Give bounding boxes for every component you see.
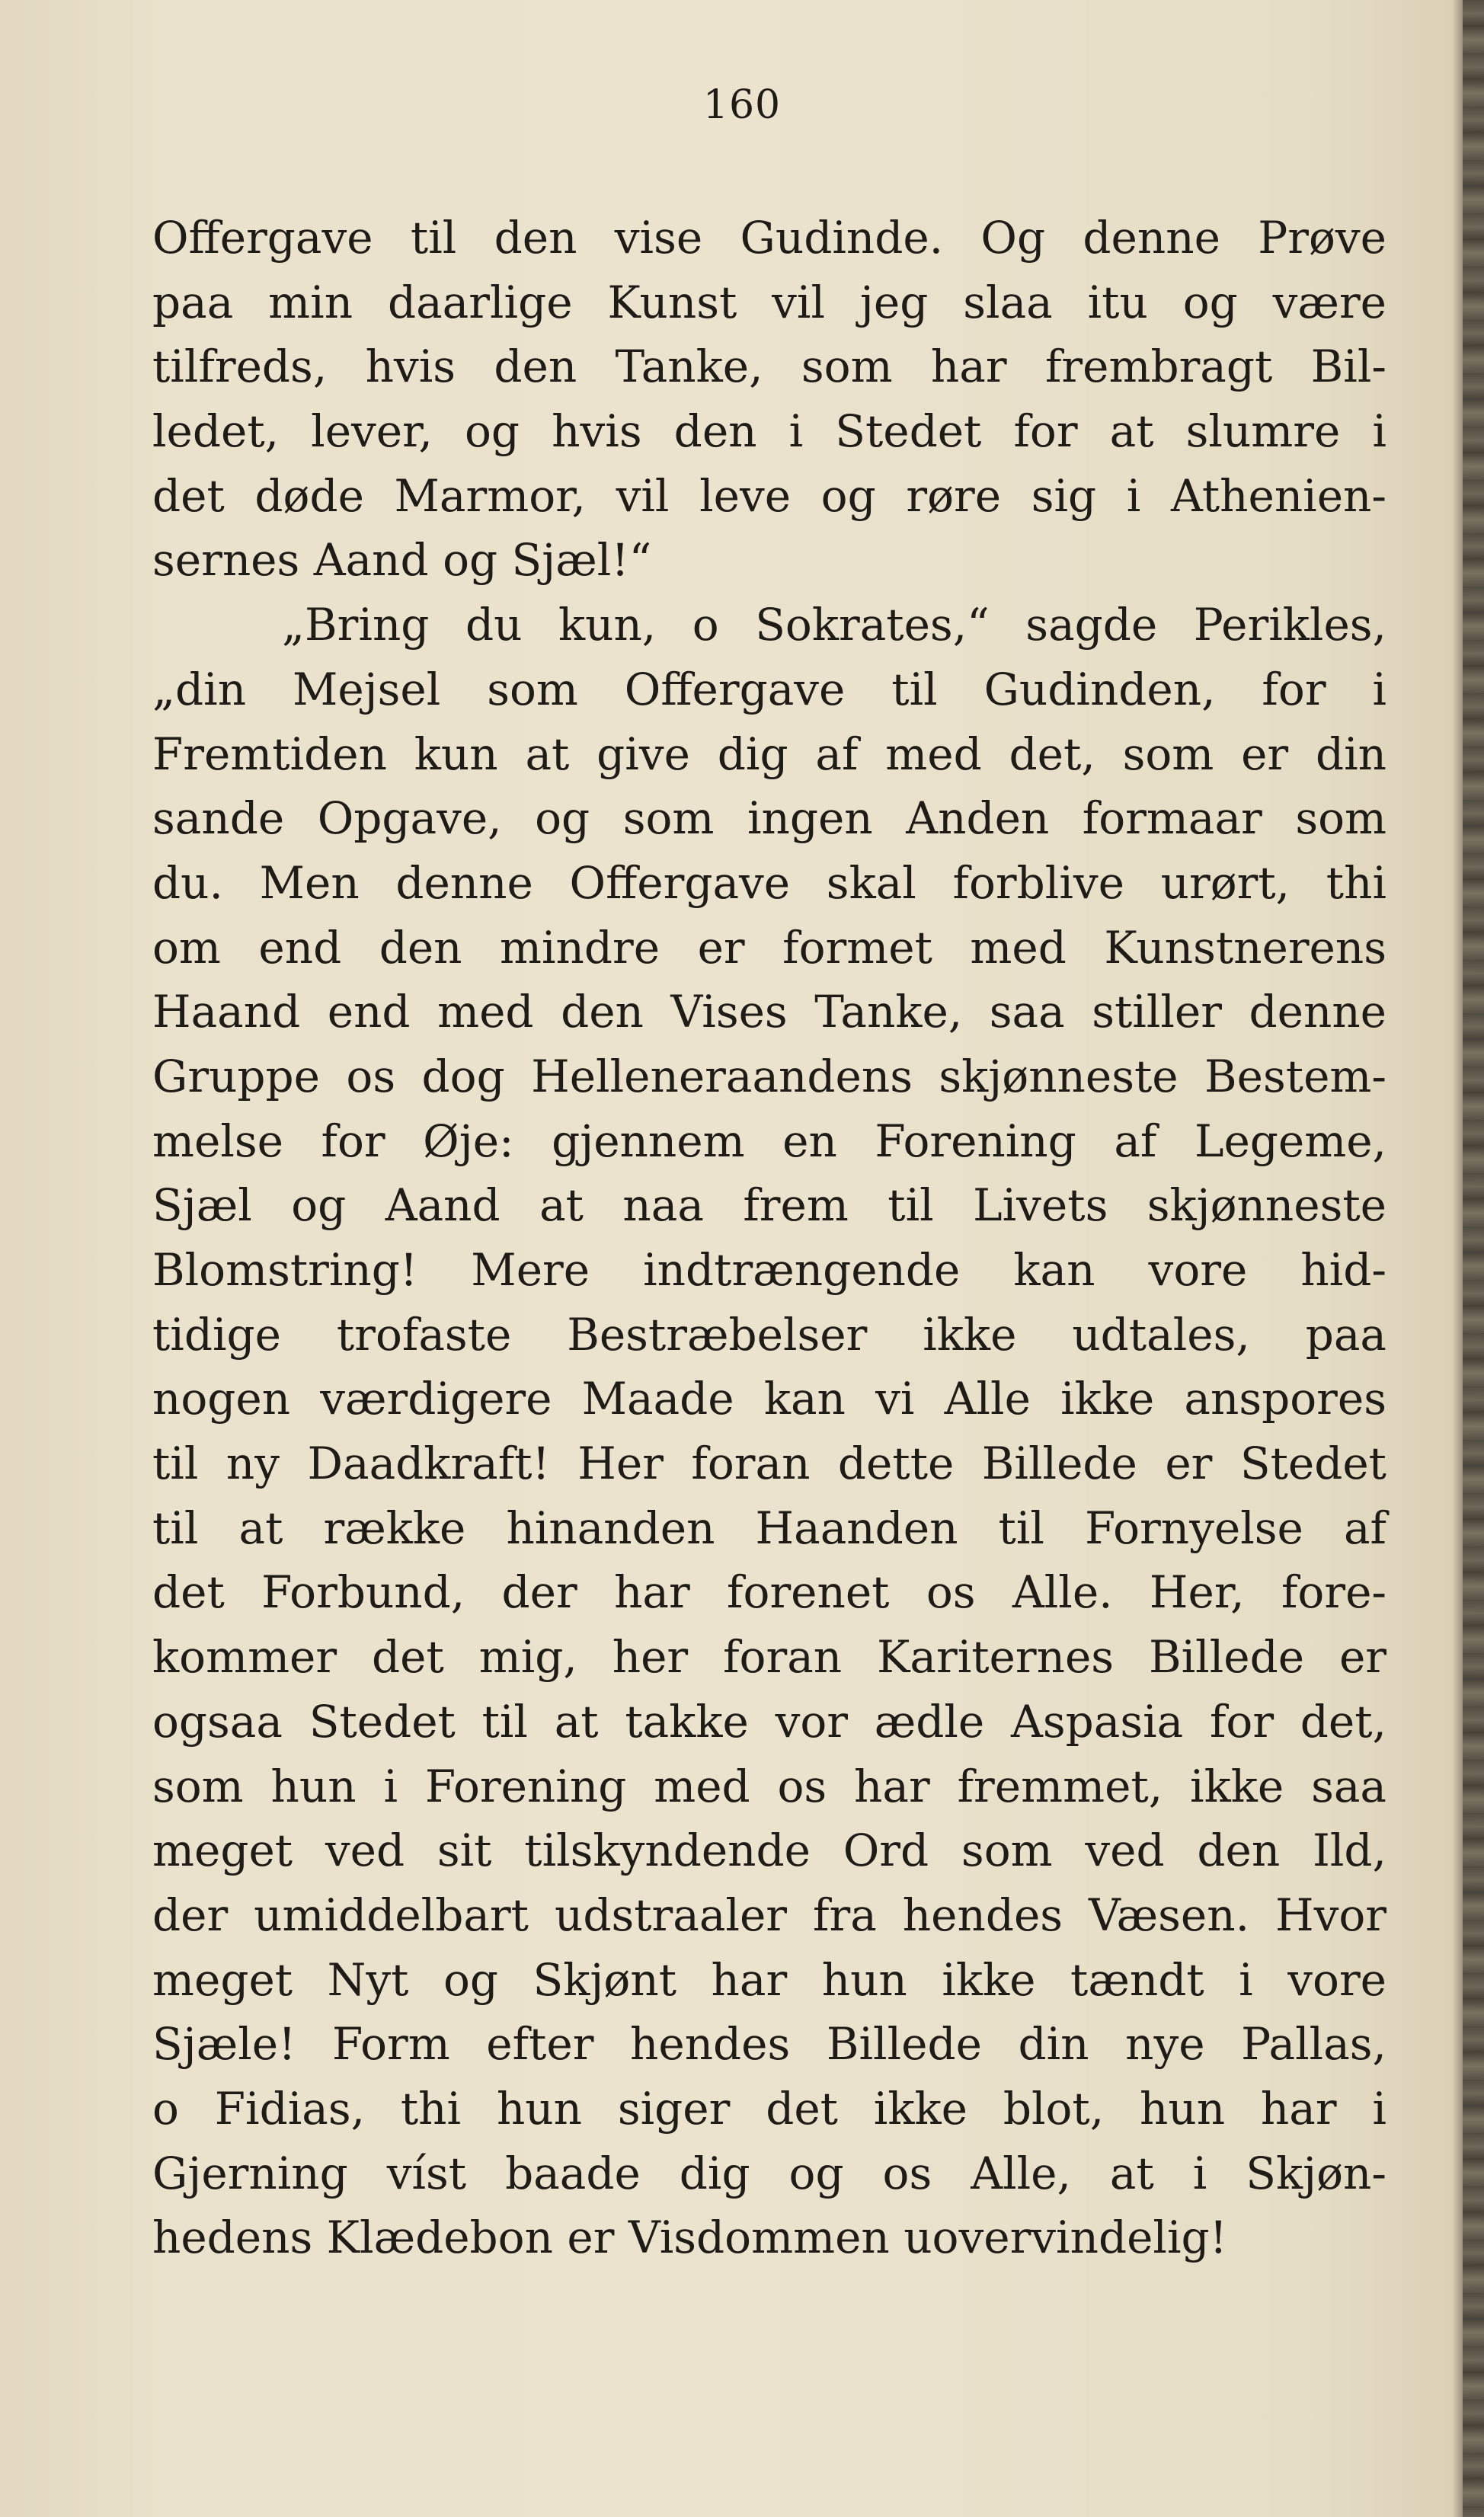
text-line: der umiddelbart udstraaler fra hendes Væsen. Hvor [152, 1889, 1386, 1941]
text-line: som hun i Forening med os har fremmet, ikke saa [152, 1760, 1386, 1812]
text-line: tilfreds, hvis den Tanke, som har frembragt Bil- [152, 341, 1386, 393]
text-line: Sjæle! Form efter hendes Billede din nye Pallas, [152, 2018, 1386, 2071]
text-line: du. Men denne Offergave skal forblive urørt, thi [152, 856, 1386, 909]
text-line: tidige trofaste Bestræbelser ikke udtales, paa [152, 1308, 1386, 1361]
text-line: meget ved sit tilskyndende Ord som ved den Ild, [152, 1825, 1386, 1877]
text-line: o Fidias, thi hun siger det ikke blot, hun har i [152, 2082, 1386, 2135]
text-line: det døde Marmor, vil leve og røre sig i Athenien- [152, 469, 1386, 522]
text-line: sernes Aand og Sjæl!“ [152, 534, 652, 587]
text-line: Blomstring! Mere indtrængende kan vore hid- [152, 1244, 1386, 1296]
page-edge-shadow [1452, 0, 1463, 2517]
text-line: melse for Øje: gjennem en Forening af Legeme, [152, 1115, 1386, 1167]
text-line: paa min daarlige Kunst vil jeg slaa itu og være [152, 276, 1386, 328]
text-line: „Bring du kun, o Sokrates,“ sagde Perikles, [282, 599, 1386, 651]
text-line: Offergave til den vise Gudinde. Og denne Prøve [152, 212, 1386, 264]
text-line: kommer det mig, her foran Kariternes Billede er [152, 1631, 1386, 1684]
text-line: ledet, lever, og hvis den i Stedet for at slumre i [152, 405, 1386, 458]
page-edge [1463, 0, 1484, 2517]
text-line: til ny Daadkraft! Her foran dette Billede er Stedet [152, 1438, 1386, 1490]
text-line: om end den mindre er formet med Kunstnerens [152, 921, 1386, 974]
text-line: Haand end med den Vises Tanke, saa stiller denne [152, 986, 1386, 1038]
text-line: til at række hinanden Haanden til Fornyelse af [152, 1502, 1386, 1554]
text-line: Gruppe os dog Helleneraandens skjønneste Bestem- [152, 1050, 1386, 1102]
text-line: hedens Klædebon er Visdommen uovervindelig! [152, 2212, 1227, 2264]
text-line: det Forbund, der har forenet os Alle. Her, fore- [152, 1566, 1386, 1619]
text-line: ogsaa Stedet til at takke vor ædle Aspasia for det, [152, 1695, 1386, 1748]
text-line: Sjæl og Aand at naa frem til Livets skjønneste [152, 1179, 1386, 1232]
body-text [152, 206, 1386, 2270]
text-line: „din Mejsel som Offergave til Gudinden, for i [152, 663, 1386, 715]
page-number: 160 [702, 82, 782, 128]
text-line: Fremtiden kun at give dig af med det, som er din [152, 728, 1386, 780]
text-line: sande Opgave, og som ingen Anden formaar som [152, 792, 1386, 845]
text-line: meget Nyt og Skjønt har hun ikke tændt i vore [152, 1953, 1386, 2006]
text-line: Gjerning víst baade dig og os Alle, at i Skjøn- [152, 2147, 1386, 2199]
text-line: nogen værdigere Maade kan vi Alle ikke anspores [152, 1373, 1386, 1425]
